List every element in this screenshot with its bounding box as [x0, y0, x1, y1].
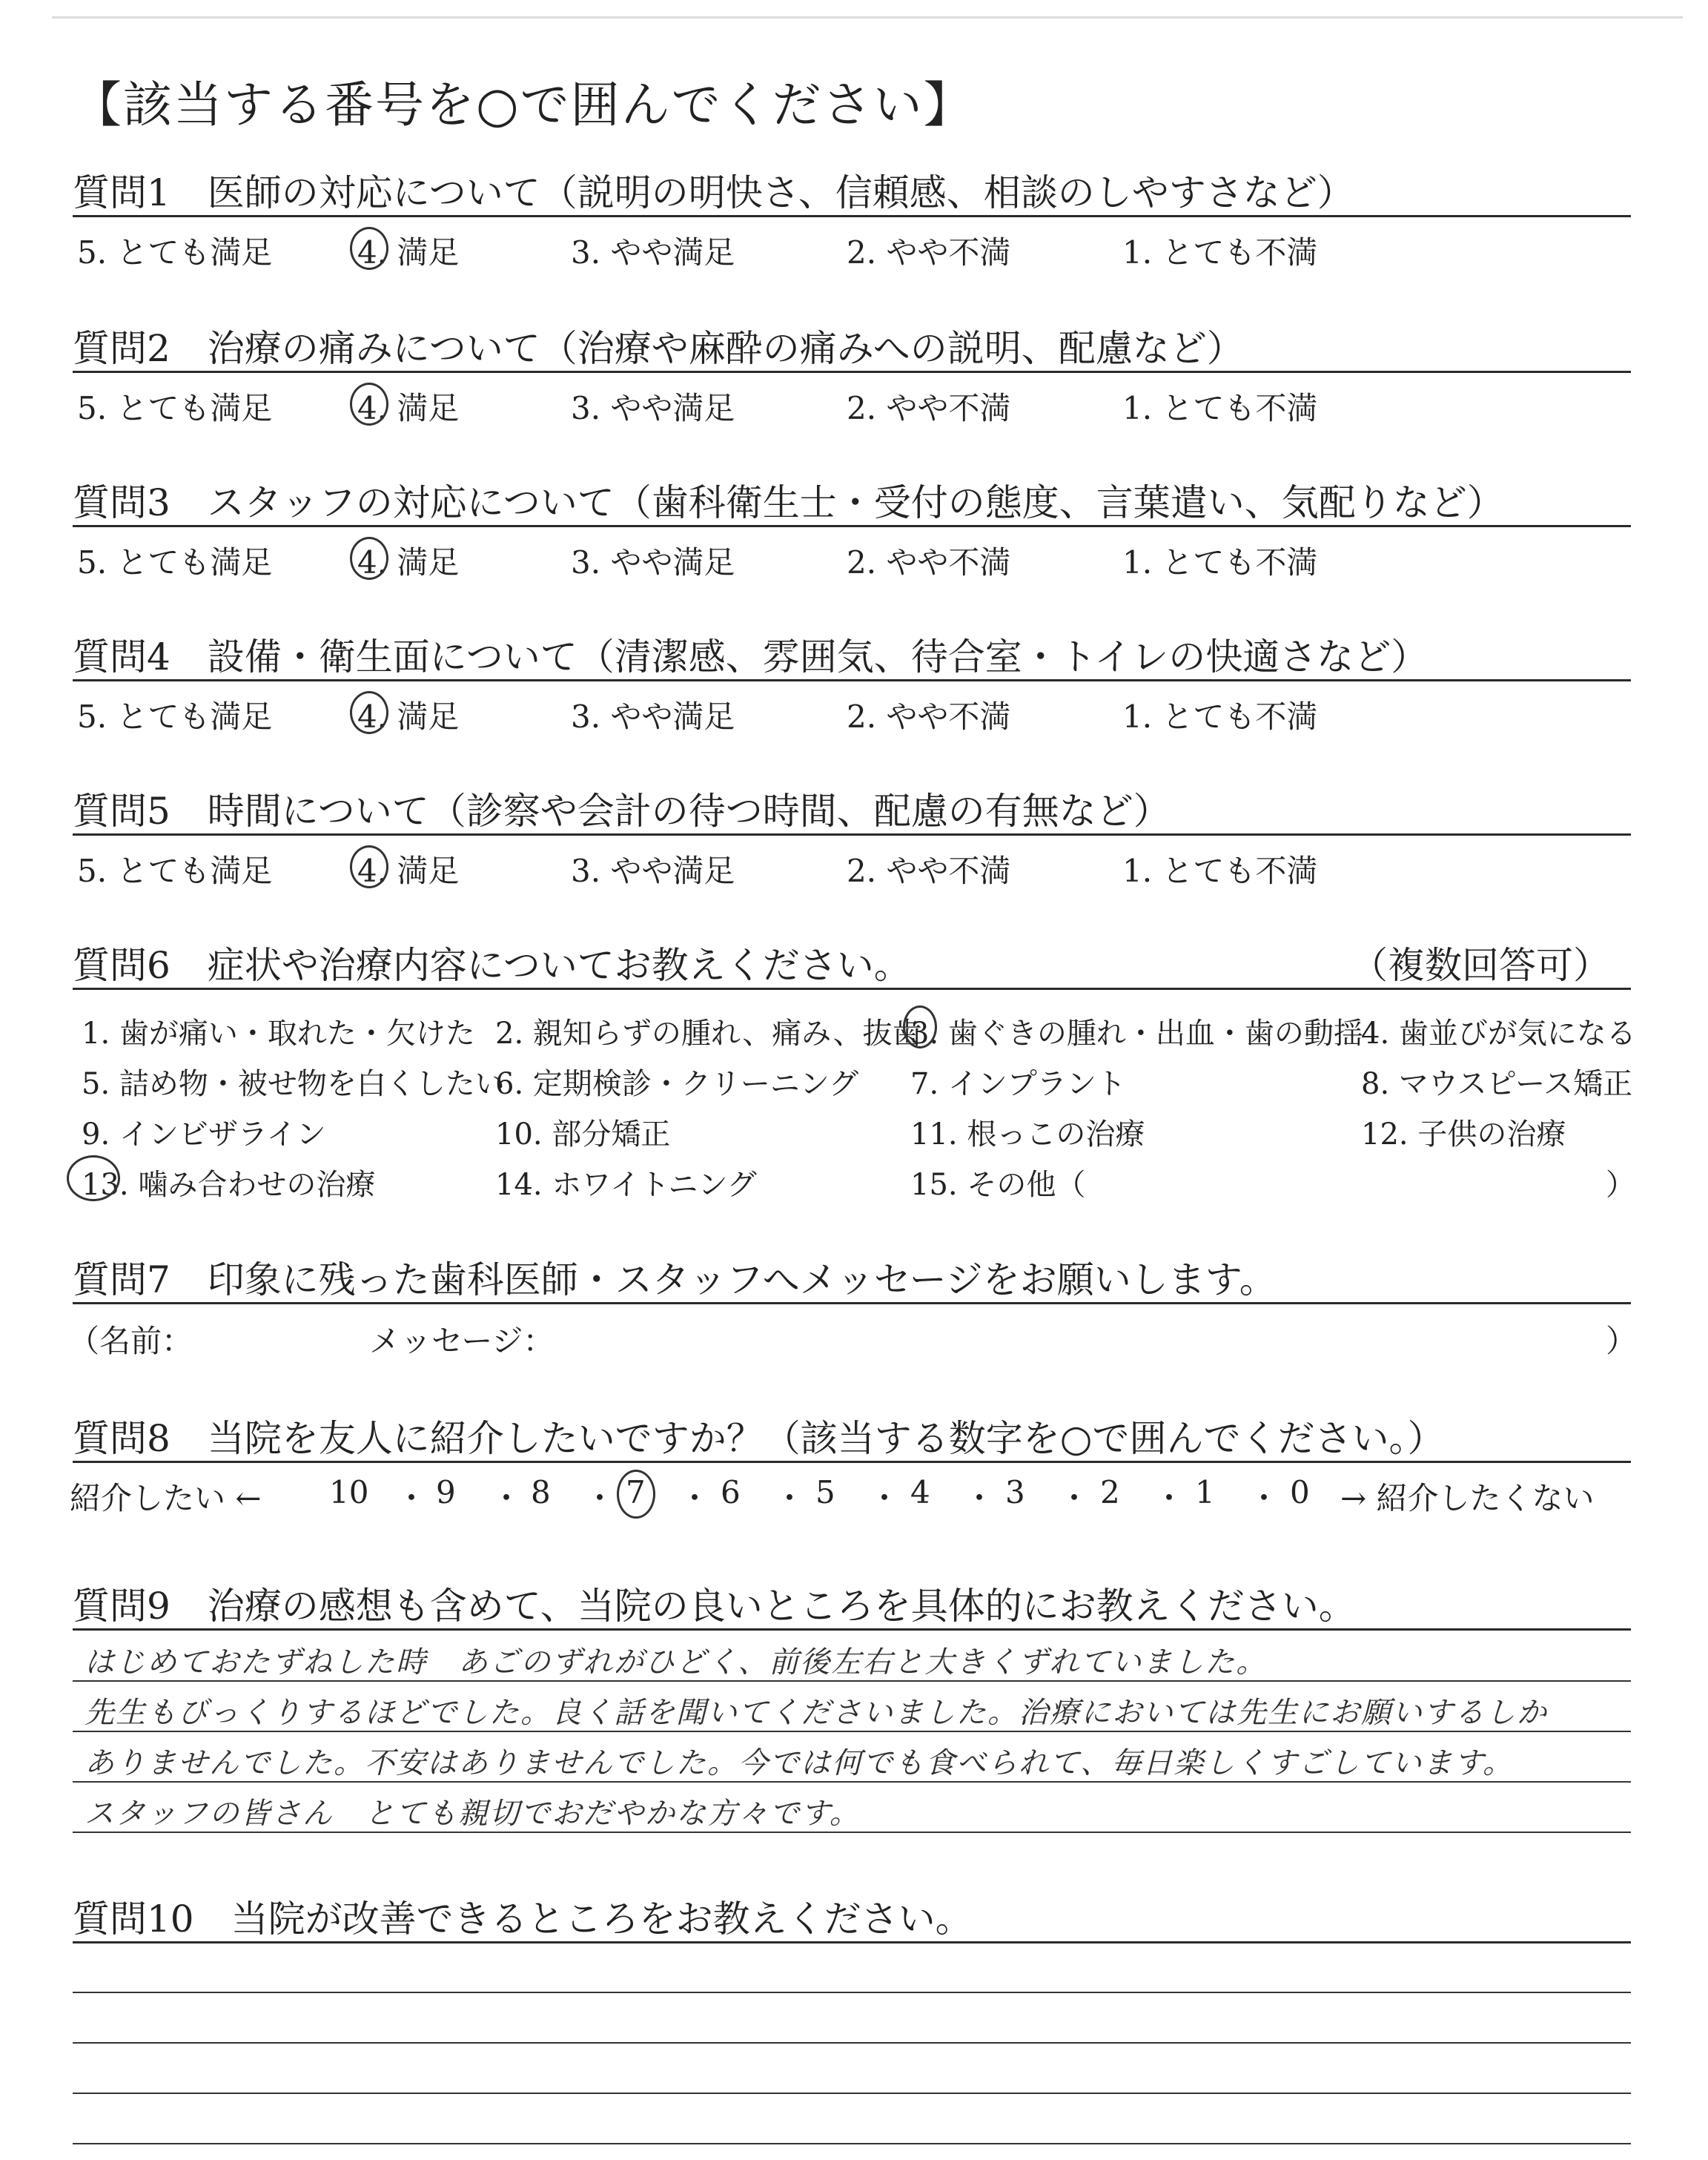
q8-dot: ・ — [1059, 1480, 1090, 1516]
q6-option-3[interactable]: 3. 歯ぐきの腫れ・出血・歯の動揺 — [910, 1017, 1363, 1051]
question-1-title: 質問1 医師の対応について（説明の明快さ、信頼感、相談のしやすさなど） — [73, 171, 1354, 214]
scan-top-edge — [52, 16, 1683, 19]
q10-writing-line[interactable] — [73, 2042, 1631, 2044]
q6-option-2[interactable]: 2. 親知らずの腫れ、痛み、抜歯 — [495, 1017, 922, 1051]
q8-selection-circle — [617, 1470, 655, 1519]
q10-writing-line[interactable] — [73, 1992, 1631, 1993]
question-7-rule — [73, 1302, 1631, 1304]
q8-value-0[interactable]: 0 — [1290, 1474, 1310, 1510]
q6-option-11[interactable]: 11. 根っこの治療 — [910, 1117, 1145, 1152]
q1-selection-circle — [350, 227, 388, 270]
q2-option-1[interactable]: 1. とても不満 — [1122, 390, 1318, 426]
q8-value-1[interactable]: 1 — [1195, 1474, 1215, 1510]
q3-option-4[interactable]: 4. 満足 — [357, 544, 460, 581]
q1-option-4[interactable]: 4. 満足 — [357, 234, 460, 271]
q2-option-4[interactable]: 4. 満足 — [357, 390, 460, 426]
question-5-title: 質問5 時間について（診察や会計の待つ時間、配慮の有無など） — [73, 790, 1171, 833]
question-4-title: 質問4 設備・衛生面について（清潔感、雰囲気、待合室・トイレの快適さなど） — [73, 635, 1429, 678]
q9-answer-line-4: スタッフの皆さん とても親切でおだやかな方々です。 — [85, 1797, 861, 1831]
q6-option-7[interactable]: 7. インプラント — [910, 1067, 1126, 1101]
question-2-rule — [73, 371, 1631, 373]
q5-option-2[interactable]: 2. やや不満 — [847, 853, 1011, 889]
q8-value-3[interactable]: 3 — [1005, 1474, 1025, 1510]
q4-option-5[interactable]: 5. とても満足 — [77, 698, 273, 735]
q8-right-label: → 紹介したくない — [1340, 1480, 1595, 1516]
q8-left-label: 紹介したい ← — [70, 1480, 262, 1516]
q8-value-8[interactable]: 8 — [531, 1474, 551, 1510]
q8-dot: ・ — [396, 1480, 428, 1516]
q2-option-2[interactable]: 2. やや不満 — [847, 390, 1011, 426]
question-7-title: 質問7 印象に残った歯科医師・スタッフへメッセージをお願いします。 — [73, 1258, 1277, 1301]
q8-value-5[interactable]: 5 — [815, 1474, 835, 1510]
q8-value-10[interactable]: 10 — [329, 1474, 369, 1510]
q8-dot: ・ — [584, 1480, 616, 1516]
q4-option-1[interactable]: 1. とても不満 — [1122, 698, 1318, 735]
q9-answer-line-1: はじめておたずねした時 あごのずれがひどく、前後左右と大きくずれていました。 — [85, 1645, 1268, 1680]
q6-option-8[interactable]: 8. マウスピース矯正 — [1361, 1067, 1633, 1101]
q3-option-3[interactable]: 3. やや満足 — [571, 544, 735, 581]
q8-dot: ・ — [869, 1480, 901, 1516]
question-8-rule — [73, 1461, 1631, 1463]
q10-writing-line[interactable] — [73, 2143, 1631, 2144]
q9-writing-line — [73, 1832, 1631, 1833]
question-1-rule — [73, 215, 1631, 217]
question-3-rule — [73, 525, 1631, 527]
page-header: 【該当する番号を○で囲んでください】 — [73, 76, 974, 133]
q7-close-paren: ） — [1606, 1323, 1638, 1359]
q1-option-1[interactable]: 1. とても不満 — [1122, 234, 1318, 271]
q8-value-4[interactable]: 4 — [910, 1474, 930, 1510]
q3-option-2[interactable]: 2. やや不満 — [847, 544, 1011, 581]
q6-option-12[interactable]: 12. 子供の治療 — [1361, 1117, 1566, 1152]
q8-dot: ・ — [774, 1480, 806, 1516]
question-6-title: 質問6 症状や治療内容についてお教えください。 — [73, 944, 911, 987]
q6-option-10[interactable]: 10. 部分矯正 — [495, 1117, 671, 1152]
q8-dot: ・ — [491, 1480, 523, 1516]
question-4-rule — [73, 679, 1631, 681]
q1-option-3[interactable]: 3. やや満足 — [571, 234, 735, 271]
q6-selection-circle-13 — [67, 1155, 120, 1201]
q4-option-3[interactable]: 3. やや満足 — [571, 698, 735, 735]
q6-option-15-close: ） — [1606, 1168, 1635, 1202]
q9-writing-line — [73, 1680, 1631, 1682]
q8-dot: ・ — [679, 1480, 711, 1516]
question-10-title: 質問10 当院が改善できるところをお教えください。 — [73, 1898, 973, 1941]
q5-option-1[interactable]: 1. とても不満 — [1122, 853, 1318, 889]
q8-value-2[interactable]: 2 — [1100, 1474, 1120, 1510]
q3-option-5[interactable]: 5. とても満足 — [77, 544, 273, 581]
q6-option-9[interactable]: 9. インビザライン — [82, 1117, 326, 1152]
q10-writing-line[interactable] — [73, 2093, 1631, 2094]
q6-option-5[interactable]: 5. 詰め物・被せ物を白くしたい — [82, 1067, 505, 1101]
question-10-rule — [73, 1941, 1631, 1943]
q5-option-5[interactable]: 5. とても満足 — [77, 853, 273, 889]
q2-selection-circle — [350, 383, 388, 426]
q5-option-3[interactable]: 3. やや満足 — [571, 853, 735, 889]
q5-selection-circle — [350, 845, 388, 888]
q4-selection-circle — [350, 691, 388, 734]
question-6-note: （複数回答可） — [1351, 944, 1610, 987]
q6-option-1[interactable]: 1. 歯が痛い・取れた・欠けた — [82, 1017, 475, 1051]
question-2-title: 質問2 治療の痛みについて（治療や麻酔の痛みへの説明、配慮など） — [73, 327, 1244, 370]
question-6-rule — [73, 988, 1631, 990]
q9-answer-line-3: ありませんでした。不安はありませんでした。今では何でも食べられて、毎日楽しくすごしています。 — [85, 1746, 1514, 1780]
q8-value-7[interactable]: 7 — [626, 1474, 646, 1510]
q4-option-4[interactable]: 4. 満足 — [357, 698, 460, 735]
q8-dot: ・ — [964, 1480, 996, 1516]
q3-selection-circle — [350, 537, 388, 580]
q4-option-2[interactable]: 2. やや不満 — [847, 698, 1011, 735]
q7-message-label: メッセージ： — [369, 1323, 555, 1359]
q2-option-3[interactable]: 3. やや満足 — [571, 390, 735, 426]
q8-dot: ・ — [1153, 1480, 1185, 1516]
question-5-rule — [73, 833, 1631, 836]
q5-option-4[interactable]: 4. 満足 — [357, 853, 460, 889]
q2-option-5[interactable]: 5. とても満足 — [77, 390, 273, 426]
q9-writing-line — [73, 1731, 1631, 1732]
q6-option-14[interactable]: 14. ホワイトニング — [495, 1168, 757, 1202]
q9-answer-line-2: 先生もびっくりするほどでした。良く話を聞いてくださいました。治療においては先生にお願いするしか — [85, 1696, 1548, 1730]
q1-option-5[interactable]: 5. とても満足 — [77, 234, 273, 271]
q6-selection-circle-3 — [903, 1005, 937, 1048]
question-9-title: 質問9 治療の感想も含めて、当院の良いところを具体的にお教えください。 — [73, 1585, 1356, 1628]
q6-option-13[interactable]: 13. 噛み合わせの治療 — [82, 1168, 376, 1202]
q8-value-6[interactable]: 6 — [721, 1474, 741, 1510]
q6-option-15[interactable]: 15. その他（ — [910, 1168, 1086, 1202]
question-8-title: 質問8 当院を友人に紹介したいですか？（該当する数字を○で囲んでください。） — [73, 1417, 1445, 1460]
q7-name-label: （名前： — [68, 1323, 193, 1359]
q1-option-2[interactable]: 2. やや不満 — [847, 234, 1011, 271]
q8-dot: ・ — [1248, 1480, 1280, 1516]
question-3-title: 質問3 スタッフの対応について（歯科衛生士・受付の態度、言葉遣い、気配りなど） — [73, 481, 1504, 524]
q8-value-9[interactable]: 9 — [436, 1474, 456, 1510]
q9-writing-line — [73, 1781, 1631, 1783]
q6-option-6[interactable]: 6. 定期検診・クリーニング — [495, 1067, 859, 1101]
question-9-rule — [73, 1628, 1631, 1631]
q3-option-1[interactable]: 1. とても不満 — [1122, 544, 1318, 581]
q6-option-4[interactable]: 4. 歯並びが気になる — [1361, 1017, 1636, 1051]
